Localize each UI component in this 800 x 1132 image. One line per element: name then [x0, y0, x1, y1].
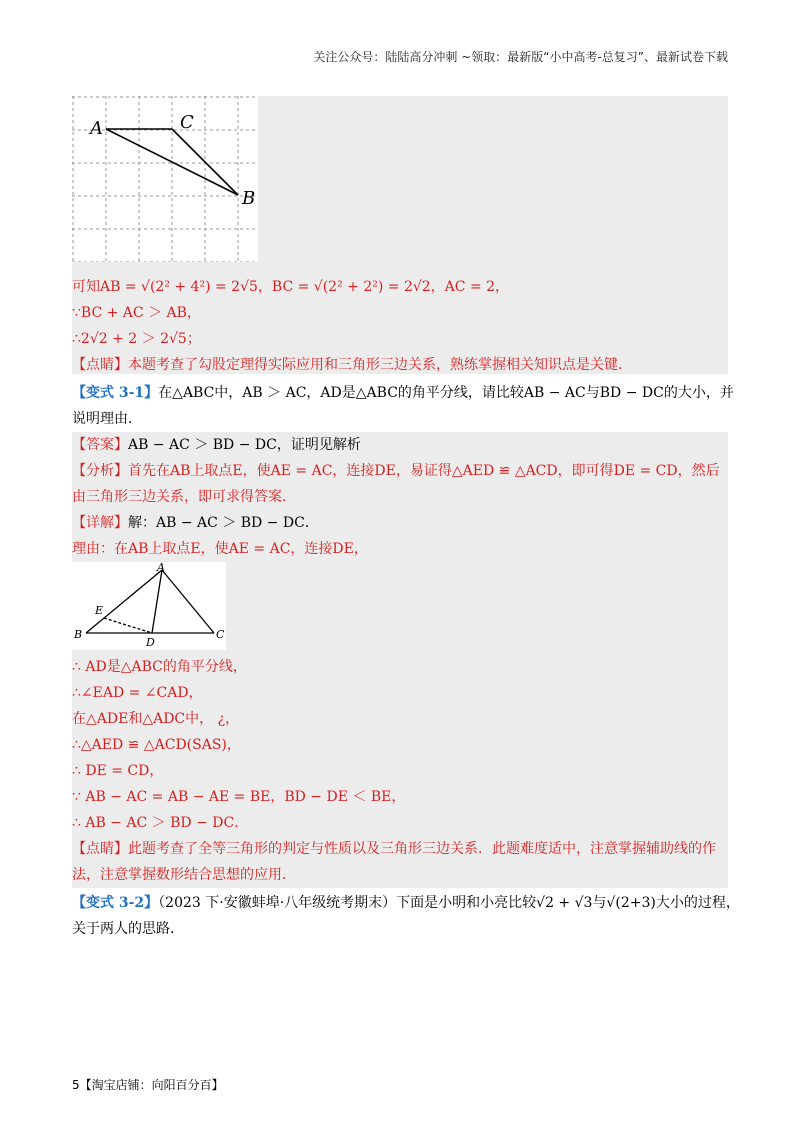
comment-text: 本题考查了勾股定理得实际应用和三角形三边关系，熟练掌握相关知识点是关键． [128, 357, 632, 373]
analysis-tag: 【分析】 [72, 463, 128, 479]
proof-line1: ∴ AD是△ABC的角平分线， [72, 659, 247, 675]
analysis-line2: 由三角形三边关系，即可求得答案． [72, 489, 296, 505]
because-line: ∵BC + AC ＞ AB， [72, 305, 201, 321]
point-c-label: C [180, 112, 194, 133]
reason-line: 理由：在AB上取点E，使AE = AC，连接DE， [72, 541, 368, 557]
detail-tag: 【详解】 [72, 515, 128, 531]
tri-a-label: A [157, 562, 165, 574]
page-footer: 5【淘宝店铺：向阳百分百】 [72, 1078, 224, 1092]
note-text1: 此题考查了全等三角形的判定与性质以及三角形三边关系．此题难度适中，注意掌握辅助线的作 [128, 841, 716, 857]
note-tag: 【点睛】 [72, 841, 128, 857]
grid-figure [72, 96, 258, 262]
proof-line6: ∵ AB − AC = AB − AE = BE，BD − DE ＜ BE， [72, 789, 406, 805]
note-line2: 法，注意掌握数形结合思想的应用． [72, 867, 296, 883]
variant-3-1-line2: 说明理由． [72, 411, 142, 427]
triangle-figure [72, 562, 226, 650]
analysis-text1: 首先在AB上取点E，使AE = AC，连接DE，易证得△AED ≌ △ACD，即可得DE = CD，然后 [128, 463, 720, 479]
tri-c-label: C [216, 628, 225, 641]
answer-text: AB − AC ＞ BD − DC，证明见解析 [128, 437, 361, 453]
page-header: 关注公众号：陆陆高分冲刺 ~领取：最新版“小中高考-总复习”、最新试卷下载 [313, 50, 728, 64]
comment-tag: 【点睛】 [72, 357, 128, 373]
point-a-label: A [90, 118, 103, 139]
answer-line [72, 434, 361, 456]
answer-tag: 【答案】 [72, 437, 128, 453]
proof-line4: ∴△AED ≌ △ACD(SAS)， [72, 737, 241, 753]
variant-3-2-line2: 关于两人的思路. [72, 921, 175, 937]
detail-text: 解：AB − AC ＞ BD − DC． [128, 515, 319, 531]
note-line1 [72, 838, 716, 860]
variant-3-1-tag: 【变式 3-1】 [72, 385, 159, 401]
proof-line2: ∴∠EAD = ∠CAD， [72, 685, 203, 701]
length-calc-line: 可知AB = √(2² + 4²) = 2√5，BC = √(2² + 2²) = 2√2，AC = 2， [72, 279, 510, 295]
comment-line [72, 354, 632, 376]
variant-3-2-tag: 【变式 3-2】 [72, 895, 159, 911]
tri-e-label: E [95, 604, 104, 617]
proof-line5: ∴ DE = CD， [72, 763, 164, 779]
proof-line3: 在△ADE和△ADC中， ¿， [72, 711, 240, 727]
detail-line [72, 512, 319, 534]
analysis-line1 [72, 460, 720, 482]
variant-3-2-text: （2023 下·安徽蚌埠·八年级统考期末）下面是小明和小亮比较√2 + √3与√(2+3)大小的过程， [158, 895, 740, 911]
tri-d-label: D [146, 636, 155, 649]
tri-b-label: B [74, 628, 83, 641]
variant-3-2-line1 [72, 892, 740, 914]
variant-3-1-line1 [72, 382, 734, 404]
point-b-label: B [242, 188, 256, 209]
proof-line7: ∴ AB − AC ＞ BD − DC． [72, 815, 249, 831]
variant-3-1-text: 在△ABC中，AB ＞ AC，AD是△ABC的角平分线，请比较AB − AC与BD − DC的大小，并 [158, 385, 734, 401]
therefore-line: ∴2√2 + 2 ＞ 2√5； [72, 331, 201, 347]
